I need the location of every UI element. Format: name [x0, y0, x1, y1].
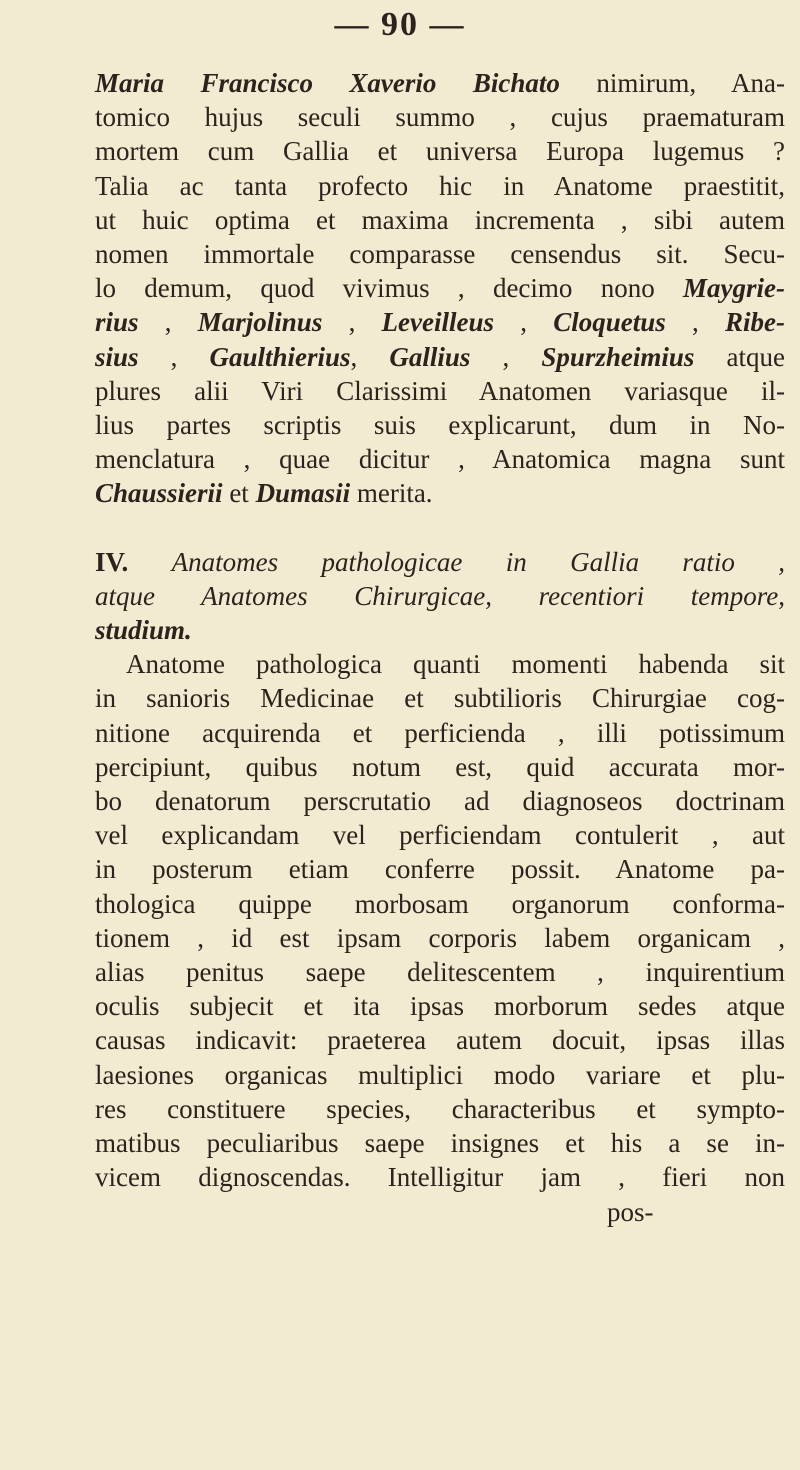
text-line: Talia ac tanta profecto hic in Anatome praestitit, [95, 170, 785, 201]
text-line: nomen immortale comparasse censendus sit. Secu- [95, 239, 785, 270]
section-heading: atque Anatomes Chirurgicae, recentiori tempore, [95, 580, 785, 611]
text-line: thologica quippe morbosam organorum conforma- [95, 888, 785, 919]
text-line: oculis subjecit et ita ipsas morborum sedes atque [95, 991, 785, 1022]
text-line: causas indicavit: praeterea autem docuit, ipsas illas [95, 1025, 785, 1056]
text-line: sius , Gaulthierius, Gallius , Spurzheimius atque [95, 341, 785, 372]
text-line: rius , Marjolinus , Leveilleus , Cloquetus , Ribe- [95, 307, 785, 338]
text-line: Anatome pathologica quanti momenti habenda sit [126, 649, 785, 680]
text-line: Chaussierii et Dumasii merita. [95, 478, 433, 509]
text-line: Maria Francisco Xaverio Bichato nimirum, Ana- [95, 68, 785, 98]
catchword: pos- [607, 1196, 654, 1227]
paragraph-gap [95, 511, 785, 545]
body-text [95, 66, 785, 1229]
text-line: alias penitus saepe delitescentem , inquirentium [95, 957, 785, 988]
text-line: tionem , id est ipsam corporis labem organicam , [95, 922, 785, 953]
text-line: matibus peculiaribus saepe insignes et his a se in- [95, 1128, 785, 1159]
text-line: plures alii Viri Clarissimi Anatomen variasque il- [95, 375, 785, 406]
text-line: in sanioris Medicinae et subtilioris Chirurgiae cog- [95, 683, 785, 714]
text-line: menclatura , quae dicitur , Anatomica magna sunt [95, 444, 785, 475]
text-line: vicem dignoscendas. Intelligitur jam , fieri non [95, 1162, 785, 1193]
text-line: percipiunt, quibus notum est, quid accurata mor- [95, 751, 785, 782]
text-line: laesiones organicas multiplici modo variare et plu- [95, 1059, 785, 1090]
text-line: tomico hujus seculi summo , cujus praematuram [95, 102, 785, 133]
section-heading: studium. [95, 615, 192, 646]
text-line: res constituere species, characteribus et sympto- [95, 1093, 785, 1124]
text-line: in posterum etiam conferre possit. Anatome pa- [95, 854, 785, 885]
text-line: lius partes scriptis suis explicarunt, dum in No- [95, 410, 785, 441]
page-number: — 90 — [334, 6, 466, 43]
text-line: ut huic optima et maxima incrementa , sibi autem [95, 204, 785, 235]
text-line: bo denatorum perscrutatio ad diagnoseos doctrinam [95, 786, 785, 817]
text-line: lo demum, quod vivimus , decimo nono Maygrie- [95, 273, 785, 304]
text-line: mortem cum Gallia et universa Europa lugemus ? [95, 136, 785, 167]
text-line: vel explicandam vel perficiendam contulerit , aut [95, 820, 785, 851]
section-heading: IV. Anatomes pathologicae in Gallia ratio , [95, 546, 785, 577]
text-line: nitione acquirenda et perficienda , illi potissimum [95, 717, 785, 748]
